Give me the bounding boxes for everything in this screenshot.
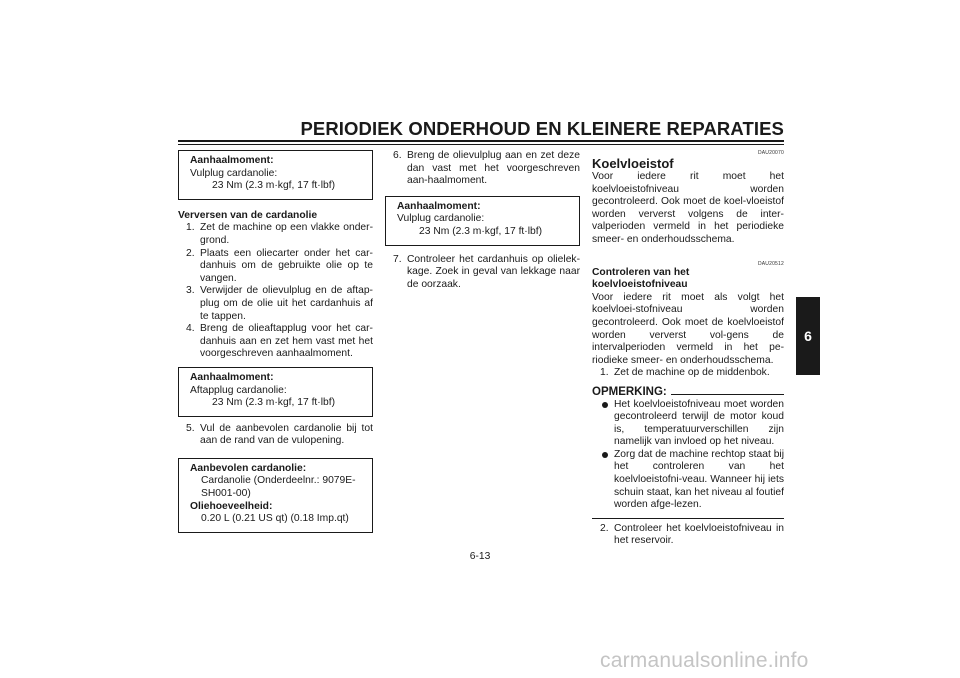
header-rule-thin [178,144,784,145]
column-left [178,150,373,533]
note-bullet: Zorg dat de machine rechtop staat bij het controleren van het koelvloeistofni-veau. Wanneer hij iets schuin staat, kan het niveau al foutief worden afge-lezen. [592,449,784,512]
torque-label: Aanhaalmoment: [190,155,274,166]
column-right [592,150,784,548]
step-1: 1. Zet de machine op de middenbok. [600,367,770,379]
torque-value: 23 Nm (2.3 m·kgf, 17 ft·lbf) [419,225,543,237]
step-3: 3. Verwijder de olievulplug en de aftap-plug om de olie uit het cardanhuis af te tappen. [186,285,373,322]
torque-box-drain-plug [178,367,373,417]
oil-quantity-label: Oliehoeveelheid: [190,500,273,512]
step-1: 1. Zet de machine op een vlakke onder-grond. [186,222,373,246]
recommended-oil-value: Cardanolie (Onderdeelnr.: 9079E-SH001-00) [201,475,356,500]
subheading-coolant-level: Controleren van het koelvloeistofniveau [592,266,690,291]
column-middle [385,150,580,291]
step-2: 2. Plaats een oliecarter onder het car-danhuis om de gebruikte olie op te vangen. [186,247,373,284]
torque-item: Aftapplug cardanolie: [190,384,287,396]
step-2: 2. Controleer het koelvloeistofniveau in het reservoir. [600,522,784,547]
torque-box-fill-plug-2 [385,196,580,246]
step-6: 6. Breng de olievulplug aan en zet deze dan vast met het voorgeschreven aan-haalmoment. [393,150,580,187]
torque-value: 23 Nm (2.3 m·kgf, 17 ft·lbf) [212,180,336,192]
doc-code: DAU20070 [757,150,784,156]
doc-code: DAU20512 [757,260,784,267]
note-bullet: Het koelvloeistofniveau moet worden gecontroleerd terwijl de motor koud is, temperatuurverschillen zijn namelijk van invloed op het niveau. [592,399,784,449]
step-7: 7. Controleer het cardanhuis op olielek-kage. Zoek in geval van lekkage naar de oorzaak. [393,253,580,290]
paragraph-coolant: Voor iedere rit moet het koelvloeistofniveau worden gecontroleerd. Ook moet de koel-vloeistof worden ververst volgens de inter-valperioden vermeld in het periodieke smeer- en onderhoudsschema. [592,171,784,245]
paragraph-coolant-level: Voor iedere rit moet als volgt het koelvloei-stofniveau worden gecontroleerd. Ook moet de koelvloeistof worden ververst vol-gens de intervalperioden vermeld in het pe-riodieke smeer- en onderhoudsschema. [592,291,784,366]
recommended-oil-box [178,458,373,533]
torque-box-fill-plug [178,150,373,200]
torque-item: Vulplug cardanolie: [190,167,278,179]
section-heading-oil-change: Verversen van de cardanolie [178,209,318,221]
step-5: 5. Vul de aanbevolen cardanolie bij tot aan de rand van de vulopening. [186,422,373,447]
recommended-oil-label: Aanbevolen cardanolie: [190,462,307,474]
bullet-icon [602,402,608,408]
page-title: PERIODIEK ONDERHOUD EN KLEINERE REPARATIES [300,118,784,139]
torque-label: Aanhaalmoment: [190,371,274,383]
chapter-tab: 6 [796,297,820,375]
oil-quantity-value: 0.20 L (0.21 US qt) (0.18 Imp.qt) [201,513,349,525]
torque-value: 23 Nm (2.3 m·kgf, 17 ft·lbf) [212,397,336,409]
torque-label: Aanhaalmoment: [397,200,481,212]
section-heading-coolant: Koelvloeistof [592,156,674,171]
note-heading: OPMERKING: [592,386,784,399]
torque-item: Vulplug cardanolie: [397,213,485,225]
page-number: 6-13 [469,551,491,562]
step-4: 4. Breng de olieaftapplug voor het car-danhuis aan en zet hem vast met het voorgeschreven aanhaalmoment. [186,323,373,360]
watermark: carmanualsonline.info [600,649,809,672]
header-rule-thick [178,140,784,142]
bullet-icon [602,452,608,458]
